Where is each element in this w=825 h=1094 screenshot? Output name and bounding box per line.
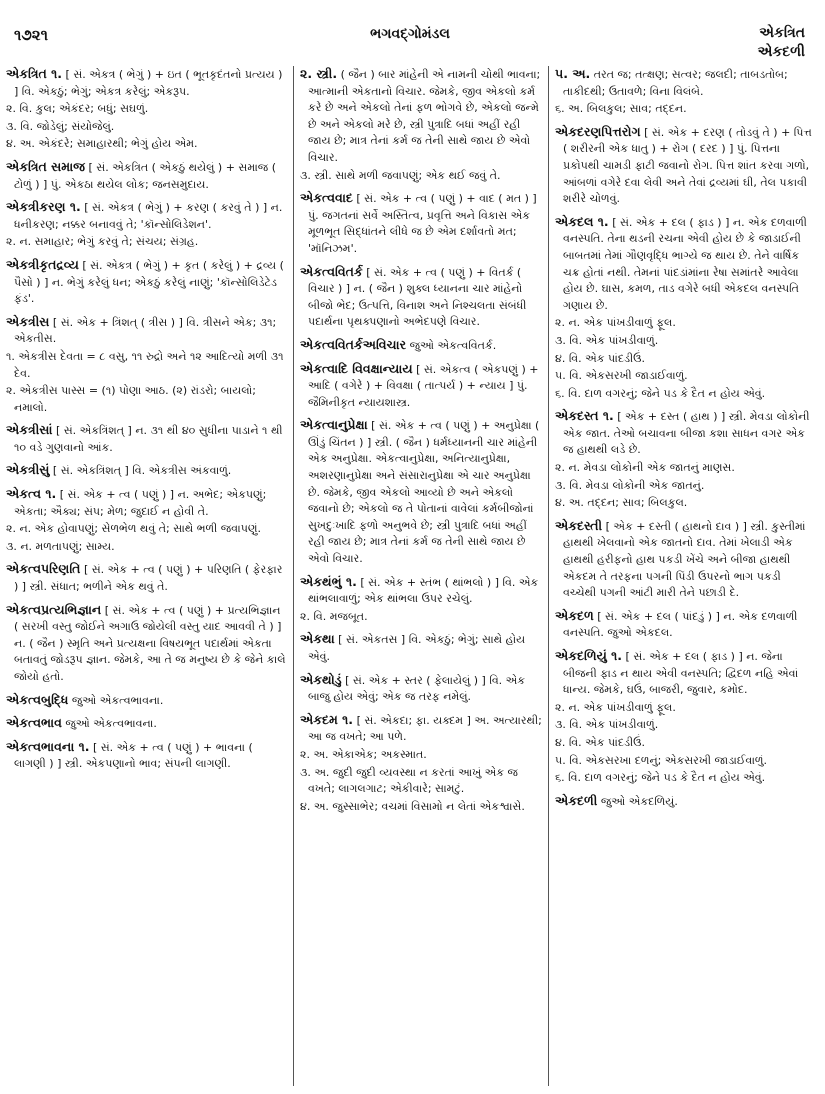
- entry-headword: એકદળી: [555, 792, 598, 808]
- entry-headword: એકદસ્ત ૧.: [555, 408, 614, 424]
- entry-definition: [ સં. એકત્રિંશત્ ] ન. ૩૧ થી ૪૦ સુધીના પાડાને ૧ થી ૧૦ વડે ગુણવાનો આંક.: [14, 424, 283, 454]
- entry-sense: ૪. વિ. એક પાંદડીઉં.: [555, 351, 645, 365]
- entry-headword: એકત્વબુદ્ધિ: [6, 691, 69, 707]
- entry-headword: એકત્વવાદ: [300, 190, 353, 206]
- entry-definition: જુઓ એકત્વભાવના.: [71, 693, 164, 707]
- entry-sense: ૨. ન. એક પાંખડીવાળું ફૂલ.: [555, 700, 676, 714]
- dictionary-entry: [300, 417, 542, 567]
- dictionary-entry: [300, 574, 542, 626]
- entry-sense: ૨. વિ. મજબૂત.: [300, 609, 368, 623]
- dictionary-entry: [300, 712, 542, 816]
- entry-headword: ૨. સ્ત્રી.: [300, 66, 338, 81]
- entry-definition: [ સં. એક + ત્વ ( પણું ) + અનુપ્રેક્ષા ( ઊંડું ચિંતન ) ] સ્ત્રી. ( જૈન ) ધર્મધ્યાનની ચાર માંહેની એક અનુપ્રેક્ષા. એકત્વાનુપ્રેક્ષા, અનિત્યાનુપ્રેક્ષા, અશરણાનુપ્રેક્ષા અને સંસારાનુપ્રેક્ષા એ ચાર અનુપ્રેક્ષા છે. જેમકે, જીવ એકલો આવ્યો છે અને એકલો જવાનો છે; એકલો જ તે પોતાનાં વાવેલાં કર્મબીજોનાં સુખદુઃખાદિ ફળો અનુભવે છે; સ્ત્રી પુત્રાદિ બધાં અહીં રહી જાય છે; માત્ર તેનાં કર્મ જ તેની સાથે જાય છે એવો વિચાર.: [308, 419, 540, 566]
- dictionary-entry: [300, 337, 542, 355]
- entry-definition: [ સં. એકત્વ ( એકપણું ) + આદિ ( વગેરે ) + વિવક્ષા ( તાત્પર્ય ) + ન્યાય ] પું. જૈમિનીકૃત ન્યાયશાસ્ત્ર.: [308, 362, 539, 409]
- entry-sense: ૪. વિ. એક પાંદડીઉં.: [555, 735, 645, 749]
- entry-sense: ૩. વિ. જોડેલું; સંયોજેલું.: [6, 119, 115, 133]
- dictionary-column-2: [300, 66, 542, 1086]
- entry-sense: ૨. ન. એક પાંખડીવાળું ફૂલ.: [555, 316, 676, 330]
- entry-definition: [ સં. એકત્ર ( ભેગું ) + કૃત ( કરેલું ) + દ્રવ્ય ( પૈસો ) ] ન. ભેગું કરેલું ધન; એકઠું કરેલું નાણું; 'કૉન્સોલિડેટેડ ફંડ'.: [14, 258, 284, 306]
- entry-sense: ૨. ન. એક હોવાપણું; સેળભેળ થવું તે; સાથે ભળી જવાપણું.: [6, 522, 261, 536]
- dictionary-entry: [6, 159, 286, 193]
- entry-headword: એકત્વભાવના ૧.: [6, 738, 90, 754]
- dictionary-entry: [6, 66, 286, 153]
- entry-sense: ૩. વિ. એક પાંખડીવાળું.: [555, 333, 659, 347]
- dictionary-entry: [555, 608, 817, 642]
- dictionary-column-1: [6, 66, 286, 1086]
- entry-definition: [ સં. એકત્રિત ( એકઠું થયેલું ) + સમાજ ( ટોળું ) ] પું. એકઠા થયેલ લોક; જનસમુદાય.: [14, 160, 277, 191]
- entry-definition: [ સં. એક + ત્વ ( પણું ) + વિતર્ક ( વિચાર ) ] ન. ( જૈન ) શુક્લ ધ્યાનના ચાર માંહેનો બીજો ભેદ; ઉત્પત્તિ, વિનાશ અને નિશ્ચલતા સંબંધી પદાર્થના પૃથક્પણાનો અભેદપણે વિચાર.: [308, 265, 527, 329]
- entry-definition: ( જૈન ) બાર માંહેની એ નામની ચોથી ભાવના; આત્માની એકતાનો વિચાર. જેમકે, જીવ એકલો કર્મ કરે છે અને એકલો તેનાં ફળ ભોગવે છે, એકલો જન્મે છે અને એકલો મરે છે, સ્ત્રી પુત્રાદિ બધાં અહીં રહી જાય છે; માત્ર તેનાં કર્મ જ તેની સાથે જાય છે એવો વિચાર.: [308, 68, 541, 164]
- entry-definition: [ સં. એકત્રિંશત્ ] વિ. એકત્રીસ અંકવાળું.: [52, 464, 232, 478]
- entry-definition: [ સં. એક + ત્વ ( પણું ) ] ન. અભેદ; એકપણું; એકતા; ઐક્ય; સંપ; મેળ; જુદાઈ ન હોવી તે.: [14, 488, 267, 518]
- entry-headword: એકત્રિત સમાજ: [6, 158, 86, 174]
- entry-headword: એકત્વપરિણતિ: [6, 561, 81, 577]
- dictionary-entry: [6, 602, 286, 686]
- entry-sense: ૩. વિ. મેવડા લોકોની એક જાતનું.: [555, 478, 705, 492]
- entry-definition: [ સં. એક + સ્તર ( ફેલાયેલું ) ] વિ. એક બાજુ હોય એવું; એક જ તરફ નમેલું.: [308, 673, 526, 704]
- dictionary-entry: [300, 66, 542, 184]
- entry-headword: એકત્રીકરણ ૧.: [6, 199, 81, 215]
- dictionary-entry: [555, 793, 817, 811]
- dictionary-entry: [6, 199, 286, 251]
- entry-sense: ૩. અ. જુદી જુદી વ્યવસ્થા ન કરતાં આખું એક જ વખતે; લાગલગાટ; એકીવારે; સામટું.: [300, 765, 518, 796]
- entry-sense: ૧. એકત્રીસ દેવતા = ૮ વસુ, ૧૧ રુદ્રો અને ૧૨ આદિત્યો મળી ૩૧ દેવ.: [6, 349, 284, 380]
- running-title: ભગવદ્ગોમંડલ: [370, 26, 450, 42]
- entry-headword: એકત્રિત ૧.: [6, 66, 63, 81]
- entry-definition: [ સં. એક + ત્વ ( પણું ) + પ્રત્યભિજ્ઞાન ( સરખી વસ્તુ જોઈને અગાઉ જોયેલી વસ્તુ યાદ આવવી તે ) ] ન. ( જૈન ) સ્મૃતિ અને પ્રત્યક્ષના વિષયભૂત પદાર્થમાં એકતા બતાવતું જોડરૂપ જ્ઞાન. જેમકે, આ તે જ મનુષ્ય છે કે જેને કાલે જોયો હતો.: [14, 603, 286, 683]
- dictionary-entry: [6, 715, 286, 733]
- entry-definition: [ સં. એક + દલ ( ફાડ ) ] ન. જેના બીજની ફાડ ન થાય એવી વનસ્પતિ; દ્વિદળ નહિ એવાં ધાન્ય. જેમકે, ઘઉં, બાજરી, જુવાર, કમોદ.: [563, 650, 799, 697]
- entry-headword: એકત્વભાવ: [6, 715, 62, 731]
- entry-sense: ૪. અ. જુસ્સાભેર; વચમાં વિસામો ન લેતાં એકશ્વાસે.: [300, 799, 525, 813]
- entry-headword: એકત્રીસાં: [6, 422, 53, 438]
- entry-headword: એકથા: [300, 631, 335, 647]
- entry-definition: જુઓ એકત્વવિતર્ક.: [409, 338, 497, 352]
- entry-headword: એકત્વપ્રત્યભિજ્ઞાન: [6, 601, 102, 617]
- dictionary-entry: [555, 124, 817, 208]
- dictionary-entry: [555, 648, 817, 787]
- entry-sense: ૬. વિ. દાળ વગરનું; જેને ૫ડ કે દૈત ન હોય એવું.: [555, 386, 766, 400]
- entry-sense: ૫. વિ. એકસરખા દળનું; એકસરખી જાડાઈવાળું.: [555, 753, 767, 767]
- guide-words: [758, 24, 805, 62]
- dictionary-entry: [6, 462, 286, 480]
- dictionary-entry: [555, 518, 817, 602]
- guide-word-last: એકદળી: [757, 44, 805, 60]
- dictionary-entry: [300, 264, 542, 331]
- entry-sense: ૬. વિ. દાળ વગરનું; જેને ૫ડ કે દૈત ન હોય એવું.: [555, 771, 766, 785]
- entry-sense: ૨. ન. સમાહાર; ભેગું કરવું તે; સંચય; સંગ્રહ.: [6, 235, 199, 249]
- dictionary-entry: [555, 66, 817, 118]
- entry-headword: એકથોડું: [300, 671, 342, 687]
- entry-headword: એકત્રીસું: [6, 462, 50, 478]
- entry-definition: [ સં. એક + ત્રિંશત્ ( ત્રીસ ) ] વિ. ત્રીસને એક; ૩૧; એકતીસ.: [14, 315, 277, 346]
- entry-headword: એકદમ ૧.: [300, 711, 354, 727]
- entry-headword: એકદળ: [555, 607, 594, 623]
- entry-sense: ૩. ન. મળતાપણું; સામ્ય.: [6, 539, 115, 553]
- column-rule: [293, 66, 294, 1086]
- entry-headword: એકત્વાનુપ્રેક્ષા: [300, 417, 368, 433]
- entry-definition: જુઓ એકત્વભાવના.: [65, 717, 157, 731]
- entry-definition: તરત જ; તત્ક્ષણ; સત્વર; જલદી; તાબડતોબ; તાકીદથી; ઉતાવળે; વિના વિલંબે.: [563, 68, 788, 98]
- entry-definition: [ સં. એક + દલ ( ફાડ ) ] ન. એક દળવાળી વનસ્પતિ. તેના થડની રચના એવી હોય છે કે જાડાઈની બાબતમાં તેમાં ગૌણવૃદ્ધિ ભાગ્યે જ થાય છે. તેને વાર્ષિક ચક્ર હોતાં નથી. તેમનાં પાંદડાંમાંના રેષા સમાંતરે આવેલા હોય છે. ઘાસ, કમળ, તાડ વગેરે બધી એકદલ વનસ્પતિ ગણાય છે.: [563, 215, 807, 312]
- entry-headword: એકત્વાદિ વિવક્ષાન્યાય: [300, 360, 413, 376]
- dictionary-entry: [6, 486, 286, 555]
- entry-headword: એકત્રીસ: [6, 313, 50, 329]
- entry-headword: એકત્વવિતર્ક: [300, 263, 363, 279]
- dictionary-entry: [300, 631, 542, 665]
- entry-definition: [ સં. એકત્ર ( ભેગું ) + ઇત ( ભૂતકૃદંતનો પ્રત્યય ) ] વિ. એકઠું; ભેગું; એકત્ર કરેલું; એકરૂપ.: [14, 68, 283, 98]
- dictionary-entry: [6, 692, 286, 710]
- entry-definition: જુઓ એકદળિયું.: [600, 794, 678, 808]
- entry-definition: [ સં. એકત્ર ( ભેગું ) + કરણ ( કરવું તે ) ] ન. ધનીકરણ; નક્કર બનાવવું તે; 'કૉન્સોલિડેશન'.: [14, 201, 283, 231]
- dictionary-entry: [300, 190, 542, 257]
- entry-sense: ૨. વિ. કુલ; એકંદર; બધું; સઘળું.: [6, 102, 149, 116]
- entry-headword: એકદસ્તી: [555, 517, 603, 533]
- dictionary-entry: [6, 739, 286, 773]
- dictionary-entry: [6, 561, 286, 595]
- entry-headword: એકદરણપિત્તરોગ: [555, 123, 641, 139]
- entry-definition: [ સં. એક + દરણ ( તોડવું તે ) + પિત્ત ( શરીરની એક ધાતુ ) + રોગ ( દરદ ) ] પું. પિત્તના પ્રકોપથી ચામડી ફાટી જવાનો રોગ. પિત્ત શાંત કરવા ગળો, આંબળાં વગેરે દવા લેવી અને તેવાં દ્રવ્યમાં ઘી, તેલ પકાવી શરીરે ચોળવું.: [563, 125, 812, 206]
- entry-sense: ૬. અ. બિલકુલ; સાવ; તદ્દન.: [555, 102, 687, 116]
- dictionary-entry: [6, 257, 286, 308]
- entry-sense: ૪. અ. તદ્દન; સાવ; બિલકુલ.: [555, 496, 688, 510]
- entry-definition: [ સં. એક + દલ ( પાંદડું ) ] ન. એક દળવાળી વનસ્પતિ. જુઓ એકદલ.: [563, 609, 798, 640]
- entry-sense: ૨. એકત્રીસ પાસ્સ = (૧) પોણા આઠ. (૨) રાંડરો; બાયલો; નમાલો.: [6, 384, 256, 414]
- entry-definition: [ સં. એકદા; ફા. યક્દમ ] અ. અત્યારથી; આ જ વખતે; આ પળે.: [308, 713, 542, 744]
- entry-definition: [ સં. એક + ત્વ ( પણું ) + વાદ ( મત ) ] પું. જગતનાં સર્વે અસ્તિત્વ, પ્રવૃત્તિ અને વિકાસ એક મૂળભૂત સિદ્ધાંતને લીધે જ છે એમ દર્શાવતો મત; 'મૉનિઝમ'.: [308, 192, 537, 255]
- entry-definition: [ સં. એક + ત્વ ( પણું ) + પરિણતિ ( ફેરફાર ) ] સ્ત્રી. સંધાત; ભળીને એક થવું તે.: [14, 563, 283, 594]
- dictionary-entry: [555, 214, 817, 403]
- page-header: [0, 0, 825, 64]
- dictionary-column-3: [555, 66, 817, 1086]
- entry-sense: ૫. વિ. એકસરખી જાડાઈવાળું.: [555, 369, 688, 383]
- dictionary-entry: [6, 422, 286, 456]
- entry-headword: એકથંભું ૧.: [300, 573, 357, 589]
- guide-word-first: એકત્રિત: [759, 25, 805, 41]
- entry-headword: એકત્રીકૃતદ્રવ્ય: [6, 256, 79, 272]
- entry-sense: ૩. વિ. એક પાંખડીવાળું.: [555, 718, 659, 732]
- entry-headword: એકત્વ ૧.: [6, 486, 57, 502]
- page-number: ૧૭૨૧: [14, 26, 48, 44]
- entry-headword: ૫. અ.: [555, 66, 591, 81]
- entry-headword: એકત્વવિતર્કઅવિચાર: [300, 336, 407, 352]
- entry-sense: ૩. સ્ત્રી. સાથે મળી જવાપણું; એક થઈ જવું તે.: [300, 168, 501, 182]
- column-rule: [548, 66, 549, 1086]
- entry-definition: [ સં. એક + ત્વ ( પણું ) + ભાવના ( લાગણી ) ] સ્ત્રી. એકપણાનો ભાવ; સંપની લાગણી.: [14, 740, 253, 771]
- dictionary-entry: [6, 314, 286, 417]
- entry-sense: ૨. ન. મેવડા લોકોની એક જાતનું માણસ.: [555, 461, 735, 475]
- entry-sense: ૨. અ. એકાએક; અકસ્માત.: [300, 747, 427, 761]
- entry-definition: [ સં. એક + સ્તંભ ( થાંભલો ) ] વિ. એક થાંભલાવાળું; એક થાંભલા ઉપર રચેલું.: [308, 575, 539, 606]
- entry-headword: એકદલ ૧.: [555, 213, 609, 229]
- entry-definition: [ એક + દસ્તી ( હાથનો દાવ ) ] સ્ત્રી. કુસ્તીમાં હાથથી ખેલવાનો એક જાતનો દાવ. તેમાં ખેલાડી એક હાથથી હરીફનો હાથ પકડી ખેંચે અને બીજા હાથથી એકદમ તે તરફના પગની પિંડી ઉપરનો ભાગ પકડી વચ્ચેથી પગની આંટી મારી તેને પછાડી દે.: [563, 519, 806, 600]
- dictionary-entry: [555, 408, 817, 512]
- entry-headword: એકદળિયું ૧.: [555, 648, 623, 663]
- entry-definition: [ સં. એકતસ ] વિ. એકઠું; ભેગું; સાથે હોય એવું.: [308, 633, 526, 663]
- dictionary-entry: [300, 361, 542, 412]
- entry-definition: [ એક + દસ્ત ( હાથ ) ] સ્ત્રી. મેવડા લોકોની એક જાત. તેઓ બચાવના બીજા કશા સાધન વગર એક જ હાથથી લડે છે.: [563, 410, 810, 457]
- dictionary-entry: [300, 672, 542, 706]
- entry-sense: ૪. અ. એકંદરે; સમાહારથી; ભેગું હોય એમ.: [6, 137, 198, 151]
